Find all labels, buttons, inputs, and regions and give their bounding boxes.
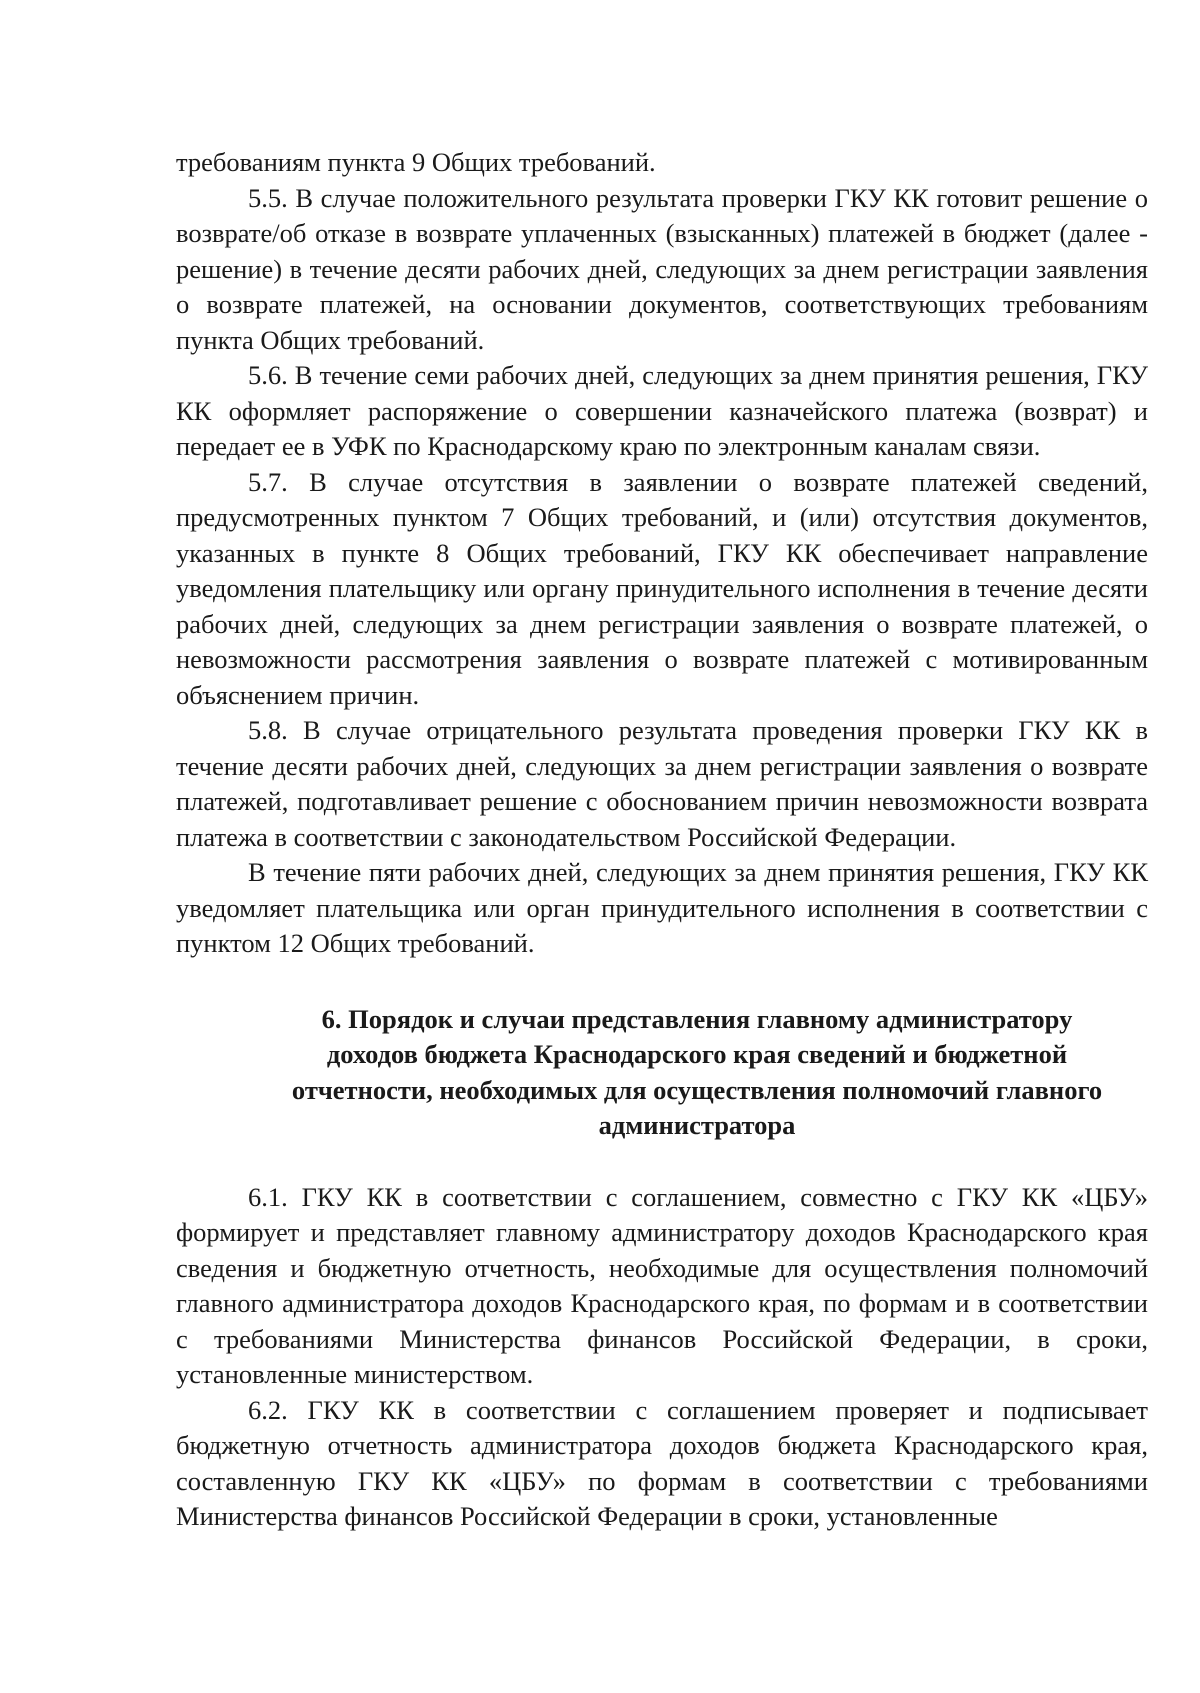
paragraph-5-6: 5.6. В течение семи рабочих дней, следующих за днем принятия решения, ГКУ КК оформляет распоряжение о совершении казначейского платежа (возврат) и передает ее в УФК по Краснодарскому краю по электронным каналам связи. <box>176 360 1148 461</box>
paragraph-continuation: требованиям пункта 9 Общих требований. <box>176 147 656 177</box>
paragraph-5-8: 5.8. В случае отрицательного результата проведения проверки ГКУ КК в течение десяти рабочих дней, следующих за днем регистрации заявления о возврате платежей, подготавливает решение с обоснованием причин невозможности возврата платежа в соответствии с законодательством Российской Федерации. <box>176 715 1148 852</box>
spacer <box>176 1144 1148 1180</box>
paragraph-5-8-notice: В течение пяти рабочих дней, следующих за днем принятия решения, ГКУ КК уведомляет плательщика или орган принудительного исполнения в соответствии с пунктом 12 Общих требований. <box>176 857 1148 958</box>
paragraph-6-1: 6.1. ГКУ КК в соответствии с соглашением, совместно с ГКУ КК «ЦБУ» формирует и представляет главному администратору доходов Краснодарского края сведения и бюджетную отчетность, необходимые для осуществления полномочий главного администратора доходов Краснодарского края, по формам и в соответствии с требованиями Министерства финансов Российской Федерации, в сроки, установленные министерством. <box>176 1181 1148 1389</box>
paragraph-5-7: 5.7. В случае отсутствия в заявлении о возврате платежей сведений, предусмотренных пунктом 7 Общих требований, и (или) отсутствия документов, указанных в пункте 8 Общих требований, ГКУ КК обеспечивает направление уведомления плательщику или органу принудительного исполнения в течение десяти рабочих дней, следующих за днем регистрации заявления о возврате платежей, о невозможности рассмотрения заявления о возврате платежей с мотивированным объяснением причин. <box>176 466 1148 710</box>
section-6-heading: 6. Порядок и случаи представления главному администратору доходов бюджета Краснодарского края сведений и бюджетной отчетности, необходимых для осуществления полномочий главного администратора <box>291 1003 1103 1140</box>
document-body <box>176 145 1148 1535</box>
paragraph-5-5: 5.5. В случае положительного результата проверки ГКУ КК готовит решение о возврате/об отказе в возврате уплаченных (взысканных) платежей в бюджет (далее - решение) в течение десяти рабочих дней, следующих за днем регистрации заявления о возврате платежей, на основании документов, соответствующих требованиям пункта Общих требований. <box>176 182 1148 355</box>
paragraph-6-2: 6.2. ГКУ КК в соответствии с соглашением проверяет и подписывает бюджетную отчетность администратора доходов бюджета Краснодарского края, составленную ГКУ КК «ЦБУ» по формам в соответствии с требованиями Министерства финансов Российской Федерации в сроки, установленные <box>176 1394 1148 1531</box>
